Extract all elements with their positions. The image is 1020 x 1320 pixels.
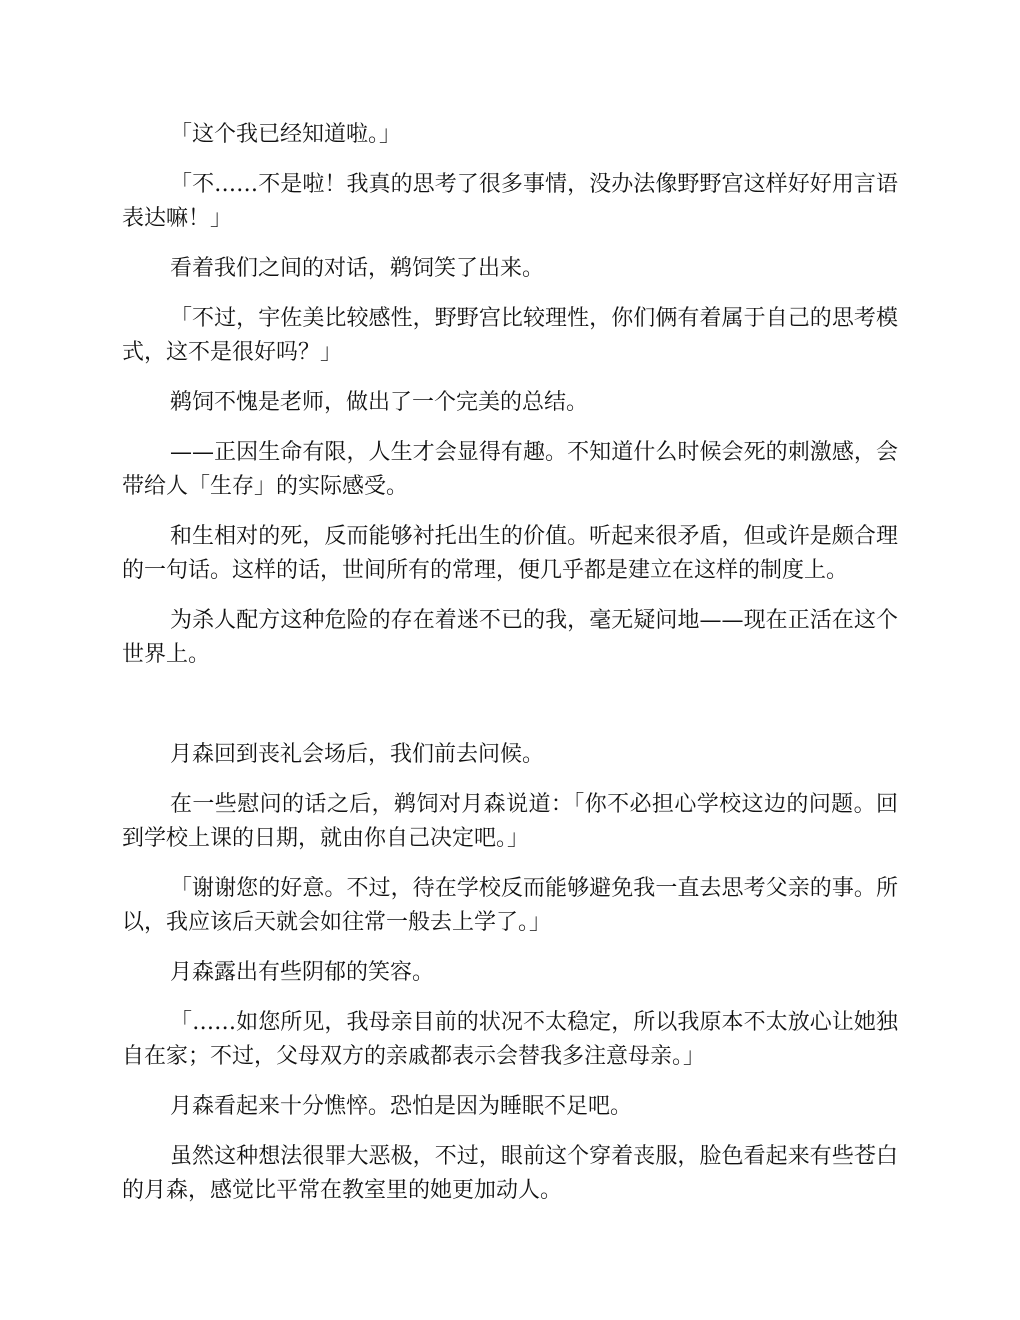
- paragraph: 「谢谢您的好意。不过，待在学校反而能够避免我一直去思考父亲的事。所以，我应该后天就会如往常一般去上学了。」: [122, 876, 898, 935]
- paragraph: 「不过，宇佐美比较感性，野野宫比较理性，你们俩有着属于自己的思考模式，这不是很好吗？」: [122, 306, 898, 365]
- paragraph: 虽然这种想法很罪大恶极，不过，眼前这个穿着丧服，脸色看起来有些苍白的月森，感觉比平常在教室里的她更加动人。: [122, 1144, 898, 1203]
- scene-break: [122, 688, 898, 738]
- paragraph: 和生相对的死，反而能够衬托出生的价值。听起来很矛盾，但或许是颇合理的一句话。这样的话，世间所有的常理，便几乎都是建立在这样的制度上。: [122, 524, 898, 583]
- section-2: [122, 738, 898, 1208]
- section-1: [122, 118, 898, 672]
- paragraph: 鹈饲不愧是老师，做出了一个完美的总结。: [170, 390, 589, 415]
- document-page: [122, 118, 898, 1224]
- paragraph: 月森回到丧礼会场后，我们前去问候。: [170, 742, 545, 767]
- paragraph: 「……如您所见，我母亲目前的状况不太稳定，所以我原本不太放心让她独自在家；不过，父母双方的亲戚都表示会替我多注意母亲。」: [122, 1010, 898, 1069]
- paragraph: 月森看起来十分憔悴。恐怕是因为睡眠不足吧。: [170, 1094, 633, 1119]
- paragraph: 在一些慰问的话之后，鹈饲对月森说道：「你不必担心学校这边的问题。回到学校上课的日期，就由你自己决定吧。」: [122, 792, 898, 851]
- paragraph: 「这个我已经知道啦。」: [170, 122, 402, 147]
- paragraph: ——正因生命有限，人生才会显得有趣。不知道什么时候会死的刺激感，会带给人「生存」的实际感受。: [122, 440, 898, 499]
- paragraph: 月森露出有些阴郁的笑容。: [170, 960, 435, 985]
- paragraph: 看着我们之间的对话，鹈饲笑了出来。: [170, 256, 545, 281]
- paragraph: 为杀人配方这种危险的存在着迷不已的我，毫无疑问地——现在正活在这个世界上。: [122, 608, 898, 667]
- paragraph: 「不……不是啦！我真的思考了很多事情，没办法像野野宫这样好好用言语表达嘛！」: [122, 172, 898, 231]
